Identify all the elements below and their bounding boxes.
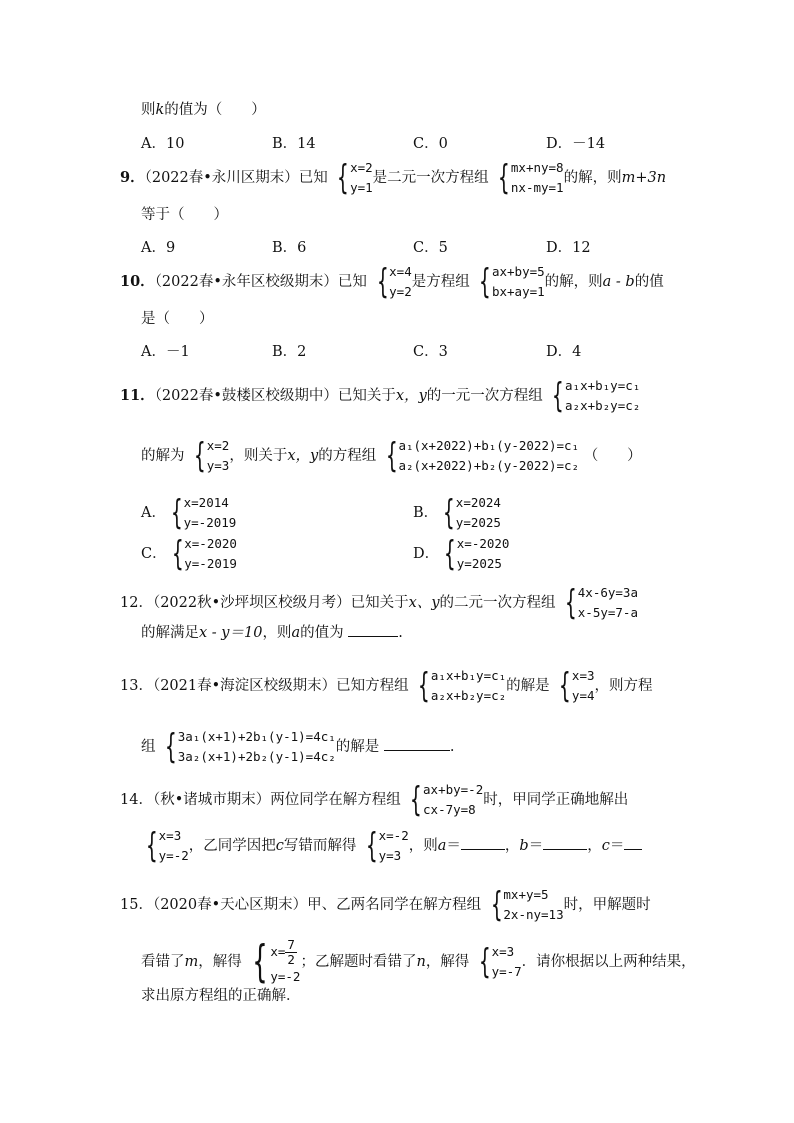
q15-system: { mx+y=5 2x-ny=13: [490, 885, 564, 925]
q12-stem: 12．（2022秋•沙坪坝区校级月考）已知关于x、y的二元一次方程组 { 4x-6y=3a x-5y=7-a: [120, 583, 638, 623]
q14-blank-c[interactable]: [624, 835, 642, 850]
q9-option-b: B．6: [272, 240, 307, 256]
q15-stem: 15．（2020春•天心区期末）甲、乙两名同学在解方程组 { mx+y=5 2x-ny=13 时，甲解题时: [120, 885, 651, 925]
q10-option-b: B．2: [272, 344, 307, 360]
q10-system: { ax+by=5 bx+ay=1: [479, 262, 545, 302]
q15-stem-line2: 看错了m，解得 { x= $\frac{7}{2}$ y=-2 ；乙解题时看错了n，解得 { x=3 y=-7 ．请你根据以上两种结果，: [141, 936, 696, 987]
q15-stem-line3: 求出原方程组的正确解．: [141, 988, 301, 1004]
q10-stem-line2: 是（ ）: [141, 311, 214, 327]
q14-stem: 14．（秋•诸城市期末）两位同学在解方程组 { ax+by=-2 cx-7y=8 时，甲同学正确地解出: [120, 780, 629, 820]
q14-system: { ax+by=-2 cx-7y=8: [410, 780, 484, 820]
q10-solution: { x=4 y=2: [376, 262, 412, 302]
q11-system2: { a₁(x+2022)+b₁(y-2022)=c₁ a₂(x+2022)+b₂(y-2022)=c₂: [385, 436, 580, 476]
q9-stem-line2: 等于（ ）: [141, 207, 228, 223]
q15-solution1: { x= $\frac{7}{2}$ y=-2: [252, 936, 301, 987]
q9-option-a: A．9: [141, 240, 176, 256]
q8-option-c: C．0: [413, 136, 448, 152]
q11-solution: { x=2 y=3: [193, 436, 230, 476]
q14-solution2: { x=-2 y=3: [365, 826, 409, 866]
q13-system2: { 3a₁(x+1)+2b₁(y-1)=4c₁ 3a₂(x+1)+2b₂(y-1)=4c₂: [164, 727, 336, 767]
q11-option-b: B． { x=2024 y=2025: [413, 493, 501, 533]
q9-stem: 9．（2022春•永川区期末）已知 { x=2 y=1 是二元一次方程组 { mx+ny=8 nx-my=1 的解，则m+3n: [120, 158, 667, 198]
q9-option-d: D．12: [546, 240, 591, 256]
q9-solution: { x=2 y=1: [337, 158, 373, 198]
q13-system: { a₁x+b₁y=c₁ a₂x+b₂y=c₂: [418, 666, 507, 706]
q8-stem-tail: 则k的值为（ ）: [141, 102, 266, 118]
q12-system: { 4x-6y=3a x-5y=7-a: [565, 583, 638, 623]
q10-option-c: C．3: [413, 344, 448, 360]
q14-blank-b[interactable]: [543, 835, 587, 850]
q14-blank-a[interactable]: [461, 835, 505, 850]
q11-option-d: D． { x=-2020 y=2025: [413, 534, 510, 574]
q13-stem: 13．（2021春•海淀区校级期末）已知方程组 { a₁x+b₁y=c₁ a₂x+b₂y=c₂ 的解是 { x=3 y=4 ，则方程: [120, 666, 653, 706]
q14-solution1: { x=3 y=-2: [145, 826, 189, 866]
q14-stem-line2: { x=3 y=-2 ，乙同学因把c写错而解得 { x=-2 y=3 ，则a＝ ，b＝ ，c＝: [141, 826, 642, 866]
q15-solution2: { x=3 y=-7: [478, 942, 522, 982]
q9-system: { mx+ny=8 nx-my=1: [498, 158, 564, 198]
q13-stem-line2: 组 { 3a₁(x+1)+2b₁(y-1)=4c₁ 3a₂(x+1)+2b₂(y-1)=4c₂ 的解是 .: [141, 727, 455, 767]
q11-stem-line2: 的解为 { x=2 y=3 ，则关于x，y的方程组 { a₁(x+2022)+b₁(y-2022)=c₁ a₂(x+2022)+b₂(y-2022)=c₂ （ ）: [141, 436, 642, 476]
q12-answer-blank[interactable]: [348, 622, 398, 637]
q10-option-a: A．－1: [141, 344, 190, 360]
q10-stem: 10．（2022春•永年区校级期末）已知 { x=4 y=2 是方程组 { ax+by=5 bx+ay=1 的解，则a - b的值: [120, 262, 664, 302]
q10-option-d: D．4: [546, 344, 582, 360]
q11-stem: 11．（2022春•鼓楼区校级期中）已知关于x，y的一元一次方程组 { a₁x+b₁y=c₁ a₂x+b₂y=c₂: [120, 376, 641, 416]
q8-option-a: A．10: [141, 136, 185, 152]
q8-option-d: D．－14: [546, 136, 606, 152]
q13-answer-blank[interactable]: [384, 736, 450, 751]
q11-option-a: A． { x=2014 y=-2019: [141, 493, 237, 533]
q9-option-c: C．5: [413, 240, 448, 256]
q12-stem-line2: 的解满足x - y＝10，则a的值为 .: [141, 622, 403, 643]
q11-system: { a₁x+b₁y=c₁ a₂x+b₂y=c₂: [552, 376, 641, 416]
q8-option-b: B．14: [272, 136, 316, 152]
q11-option-c: C． { x=-2020 y=-2019: [141, 534, 237, 574]
q13-solution: { x=3 y=4: [559, 666, 595, 706]
